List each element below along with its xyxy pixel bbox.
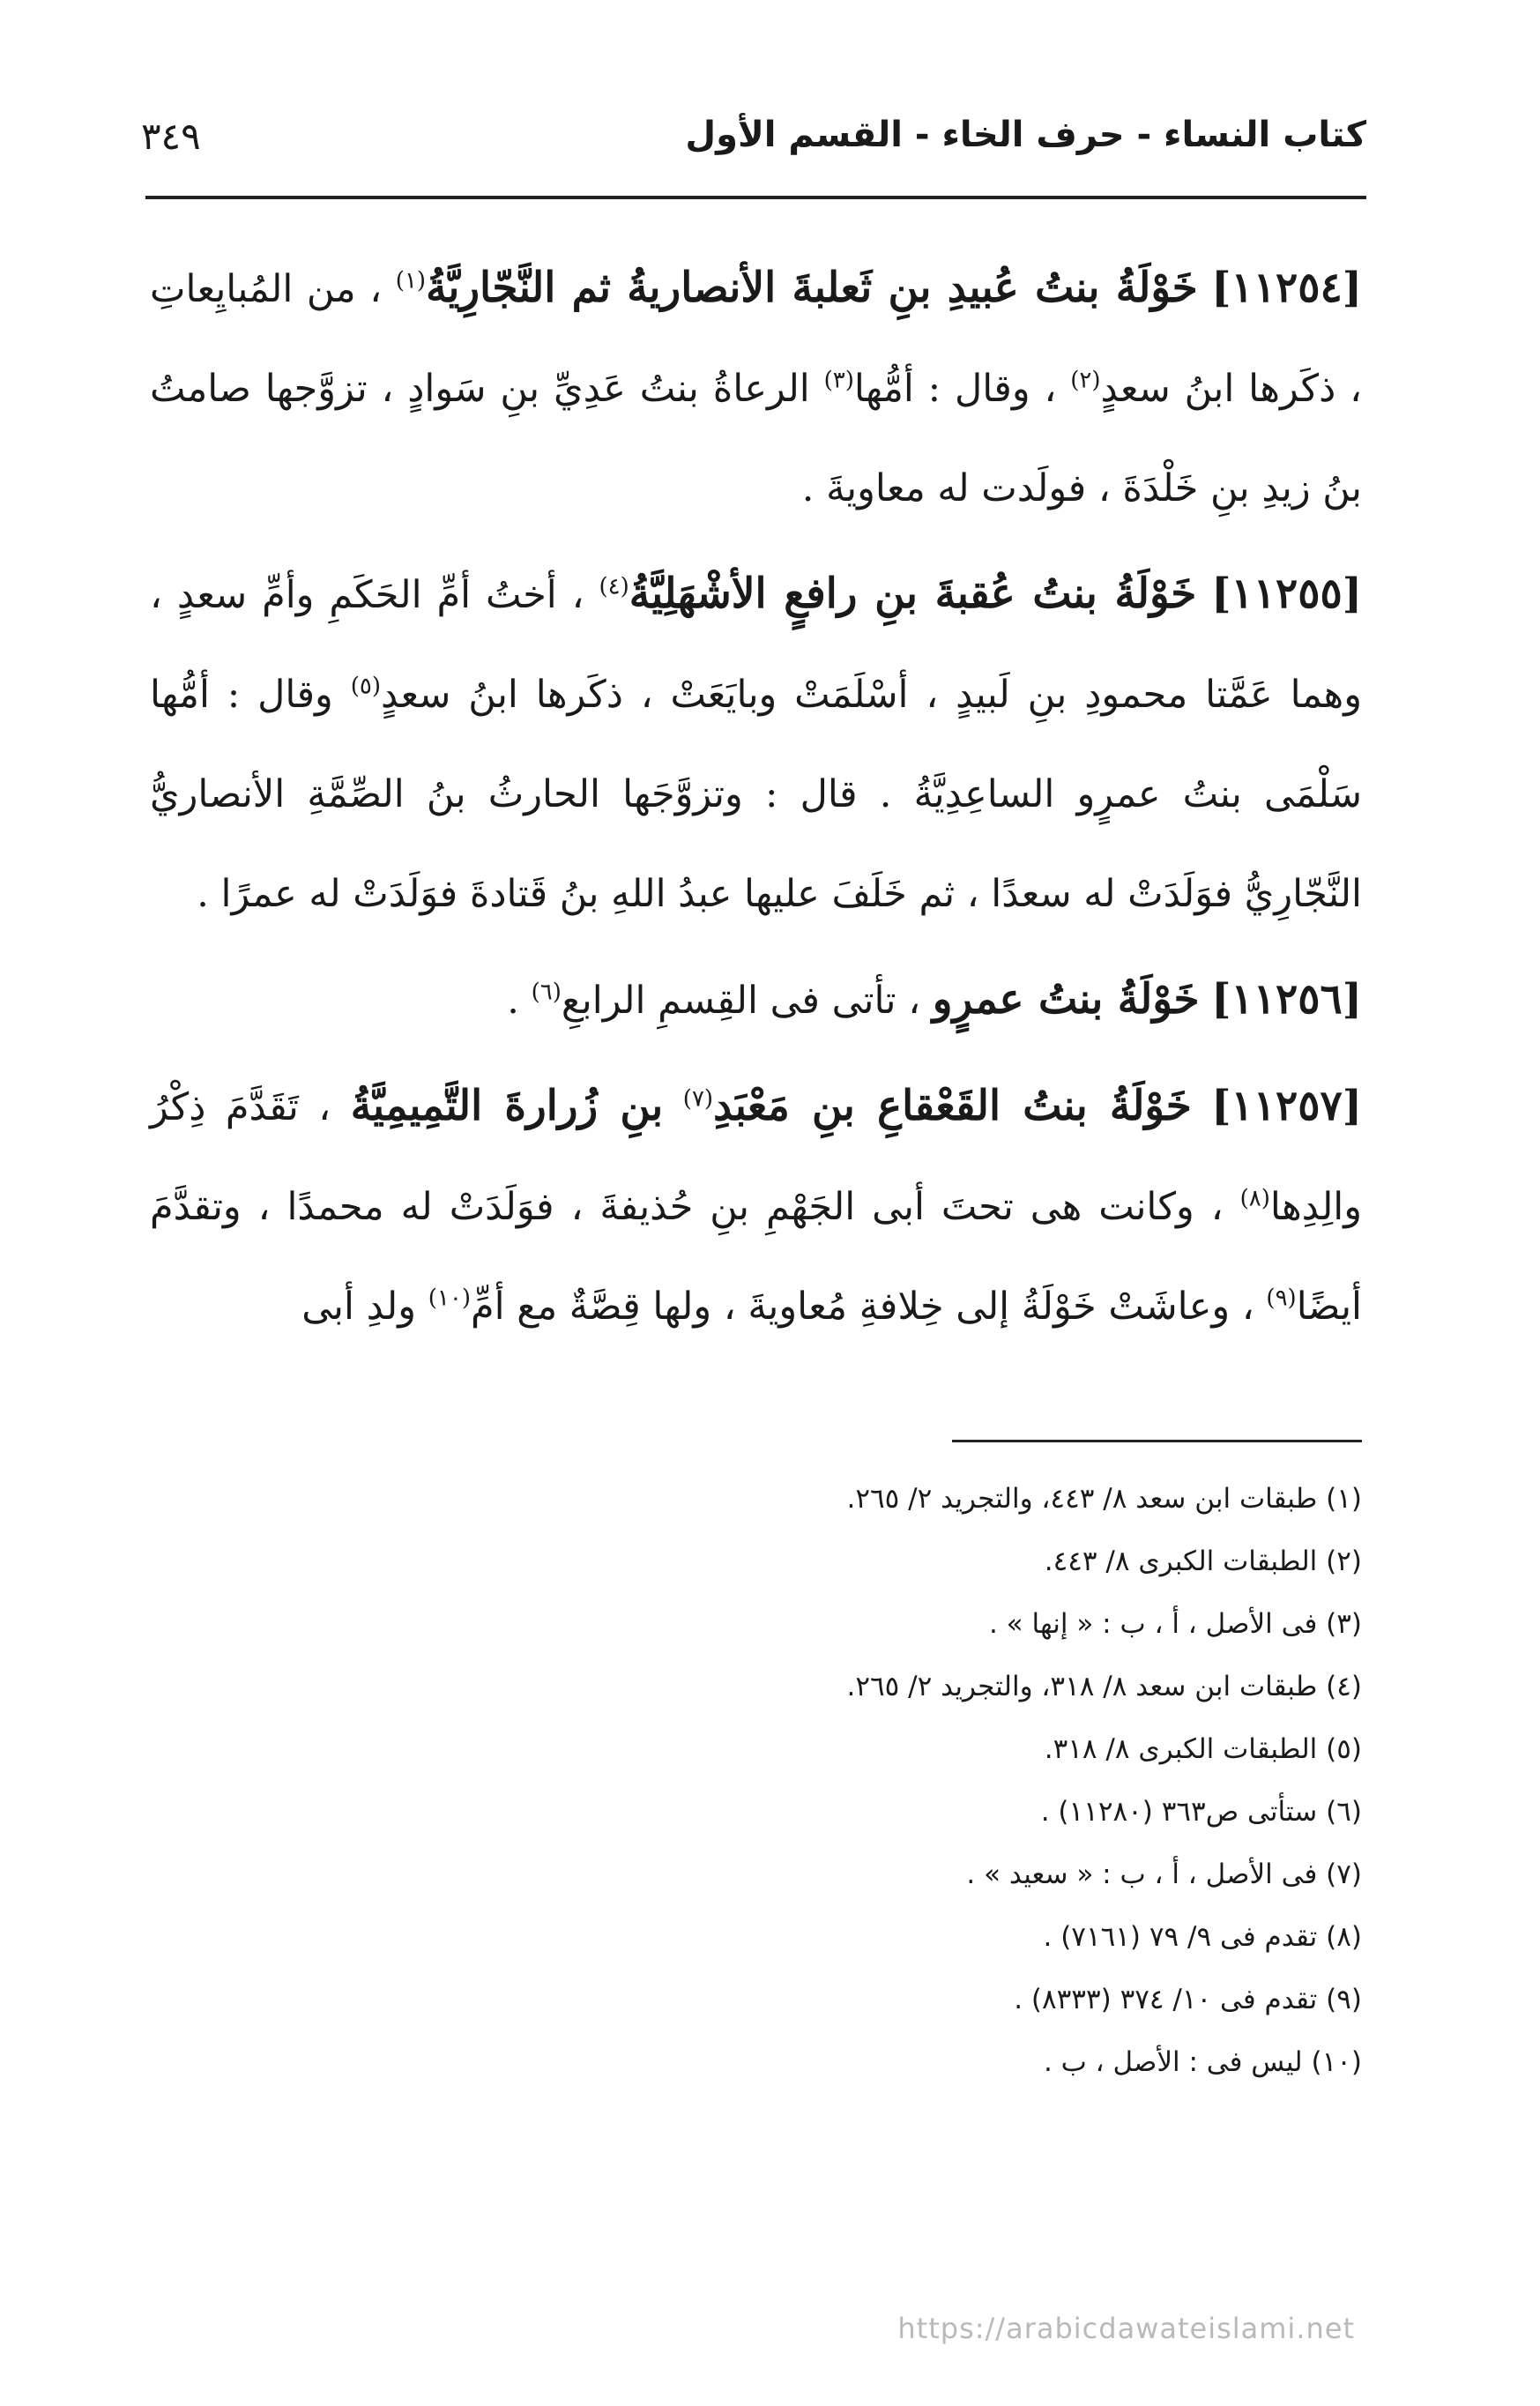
footnote-3: (٣) فى الأصل ، أ ، ب : « إنها » . xyxy=(988,1608,1362,1640)
footnote-10: (١٠) ليس فى : الأصل ، ب . xyxy=(1043,2046,1362,2078)
entry-number: [١١٢٥٤] xyxy=(1211,264,1363,312)
entry-text: ، وقال : أمُّها xyxy=(853,367,1057,411)
footnote-ref: (١) xyxy=(395,267,427,294)
entry-text: ، من المُبايِعاتِ ، ذكَرها ابنُ سعدٍ xyxy=(150,267,1363,411)
entry-text: ، وكانت هى تحتَ أبى الجَهْمِ بنِ حُذيفةَ ، فوَلَدَتْ له محمدًا ، وتقدَّمَ أيضًا xyxy=(150,1185,1362,1329)
header-rule xyxy=(145,196,1366,199)
entry-text: وقال : أمُّها سَلْمَى بنتُ عمرٍو الساعِدِيَّةُ . قال : وتزوَّجَها الحارثُ بنُ الصِّمَّةِ الأنصاريُّ النَّجّارِيُّ فوَلَدَتْ له سعدًا ، ثم خَلَفَ عليها عبدُ اللهِ بنُ قَتادةَ فوَلَدَتْ له عمرًا . xyxy=(150,673,1362,916)
footnote-1: (١) طبقات ابن سعد ٨/ ٤٤٣، والتجريد ٢/ ٢٦٥. xyxy=(846,1483,1362,1515)
footnote-ref: (٧) xyxy=(682,1085,714,1113)
entry-text: ، أختُ أمِّ الحَكَمِ وأمِّ سعدٍ ، وهما عَمَّتا محمودِ بنِ لَبيدٍ ، أسْلَمَتْ وبايَعَتْ ، ذكَرها ابنُ سعدٍ xyxy=(150,573,1363,717)
footnote-ref: (١٠) xyxy=(428,1285,471,1312)
entry-name: خَوْلَةُ بنتُ عُبيدِ بنِ ثَعلبةَ الأنصاريةُ ثم النَّجّارِيَّةُ xyxy=(426,264,1198,312)
entry-number: [١١٢٥٧] xyxy=(1211,1082,1363,1130)
footnotes xyxy=(150,1468,1362,2094)
header-title: كتاب النساء - حرف الخاء - القسم الأول xyxy=(685,115,1366,155)
footnote-ref: (٢) xyxy=(1070,367,1101,394)
entry-text: ولدِ أبى xyxy=(301,1285,417,1329)
entry-number: [١١٢٥٦] xyxy=(1211,975,1362,1024)
entry-11254 xyxy=(150,238,1362,539)
entry-name: خَوْلَةُ بنتُ عُقبةَ بنِ رافعٍ الأشْهَلِيَّةُ xyxy=(629,570,1197,618)
main-text xyxy=(150,238,1362,1362)
entry-name: خَوْلَةُ بنتُ القَعْقاعِ بنِ مَعْبَدِ xyxy=(713,1082,1192,1130)
footnote-2: (٢) الطبقات الكبرى ٨/ ٤٤٣. xyxy=(1044,1546,1362,1577)
page-number: ٣٤٩ xyxy=(141,115,201,158)
entry-text: . xyxy=(507,979,519,1023)
entry-text: الرعاةُ بنتُ عَدِيِّ بنِ سَوادٍ ، تزوَّجها صامتُ بنُ زيدِ بنِ خَلْدَةَ ، فولَدت له معاويةَ . xyxy=(150,367,1362,510)
entry-11257 xyxy=(150,1056,1362,1357)
entry-text: ، تَقَدَّمَ ذِكْرُ والِدِها xyxy=(150,1085,1363,1229)
footnote-9: (٩) تقدم فى ١٠/ ٣٧٤ (٨٣٣٣) . xyxy=(1014,1984,1362,2015)
running-header xyxy=(141,115,1366,185)
footnote-7: (٧) فى الأصل ، أ ، ب : « سعيد » . xyxy=(966,1859,1362,1890)
footnote-ref: (٩) xyxy=(1266,1285,1297,1312)
footnote-rule xyxy=(952,1440,1362,1442)
footnote-4: (٤) طبقات ابن سعد ٨/ ٣١٨، والتجريد ٢/ ٢٦٥. xyxy=(846,1671,1362,1702)
entry-11256 xyxy=(150,950,1362,1051)
footnote-ref: (٣) xyxy=(823,367,854,394)
entry-text: ، وعاشَتْ خَوْلَةُ إلى خِلافةِ مُعاويةَ ، ولها قِصَّةٌ مع أمِّ xyxy=(470,1285,1254,1329)
entry-number: [١١٢٥٥] xyxy=(1211,570,1362,618)
entry-11255 xyxy=(150,544,1362,944)
footnote-6: (٦) ستأتى ص٣٦٣ (١١٢٨٠) . xyxy=(1040,1796,1362,1828)
footnote-ref: (٥) xyxy=(350,673,381,700)
entry-name: خَوْلَةُ بنتُ عمرٍو xyxy=(932,975,1200,1024)
footnote-ref: (٨) xyxy=(1239,1185,1270,1212)
footnote-ref: (٦) xyxy=(531,979,562,1006)
watermark-url: https://arabicdawateislami.net xyxy=(897,2312,1355,2345)
entry-text: ، تأتى فى القِسمِ الرابعِ xyxy=(561,979,921,1023)
footnote-ref: (٤) xyxy=(599,573,629,600)
footnote-5: (٥) الطبقات الكبرى ٨/ ٣١٨. xyxy=(1044,1733,1362,1765)
entry-name-continued: بنِ زُرارةَ التَّمِيمِيَّةُ xyxy=(350,1082,664,1130)
footnote-8: (٨) تقدم فى ٩/ ٧٩ (٧١٦١) . xyxy=(1043,1921,1362,1953)
